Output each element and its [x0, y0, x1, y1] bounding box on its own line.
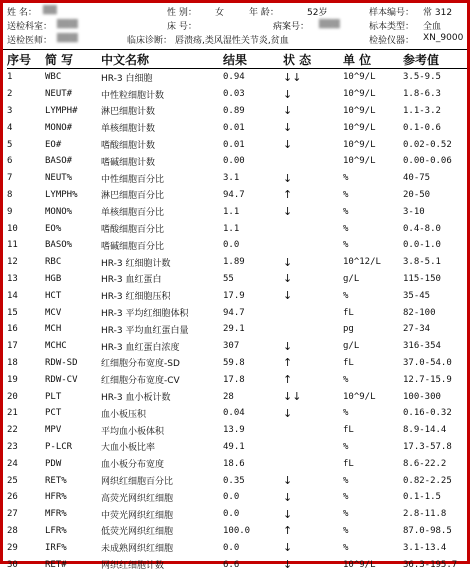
- table-row: [7, 338, 467, 355]
- row-result: 0.94: [223, 72, 245, 83]
- age-value: 52岁: [307, 8, 328, 18]
- row-result: 0.0: [223, 542, 240, 553]
- row-no: 12: [7, 257, 18, 268]
- row-no: 24: [7, 458, 18, 469]
- row-name: 红细胞分布宽度-CV: [101, 376, 180, 387]
- row-abbr: RDW-CV: [45, 374, 78, 385]
- row-name: 嗜碱细胞百分比: [101, 241, 165, 252]
- row-no: 8: [7, 189, 13, 200]
- row-ref: 40-75: [403, 173, 431, 184]
- col-header-abbr: 简 写: [45, 51, 101, 69]
- row-ref: 1.8-6.3: [403, 89, 441, 100]
- row-no: 25: [7, 475, 18, 486]
- row-ref: 1.1-3.2: [403, 105, 441, 116]
- row-abbr: PLT: [45, 391, 62, 402]
- row-name: 网织红细胞计数: [101, 561, 165, 571]
- row-unit: fL: [343, 307, 354, 318]
- age-label: 年 龄：: [249, 8, 279, 18]
- row-flag: ↓↓: [283, 390, 302, 404]
- row-name: 高荧光网织红细胞: [101, 493, 174, 504]
- col-header-result: 结果: [223, 51, 283, 69]
- row-no: 19: [7, 374, 18, 385]
- row-result: 0.00: [223, 156, 245, 167]
- row-flag: ↓: [283, 558, 293, 571]
- row-unit: %: [343, 509, 349, 520]
- table-row: [7, 86, 467, 103]
- row-abbr: HGB: [45, 273, 62, 284]
- row-result: 307: [223, 341, 240, 352]
- row-unit: 10^9/L: [343, 559, 376, 570]
- row-ref: 37.0-54.0: [403, 357, 452, 368]
- row-abbr: MCH: [45, 324, 62, 335]
- row-result: 1.1: [223, 223, 240, 234]
- header-row-2: [7, 19, 469, 33]
- results-table: [7, 51, 467, 573]
- row-no: 22: [7, 425, 18, 436]
- row-no: 30: [7, 559, 18, 570]
- row-unit: 10^9/L: [343, 156, 376, 167]
- row-unit: fL: [343, 357, 354, 368]
- row-flag: [283, 422, 343, 439]
- row-abbr: HFR%: [45, 492, 67, 503]
- row-ref: 0.1-0.6: [403, 122, 441, 133]
- row-unit: %: [343, 441, 349, 452]
- row-result: 94.7: [223, 189, 245, 200]
- header-divider: [3, 49, 467, 50]
- row-ref: 87.0-98.5: [403, 525, 452, 536]
- table-row: [7, 321, 467, 338]
- row-unit: %: [343, 542, 349, 553]
- diagnosis-value: 唇溃疡,类风湿性关节炎,贫血: [175, 36, 289, 46]
- row-name: 血小板分布宽度: [101, 460, 165, 471]
- row-name: HR-3 白细胞: [101, 73, 153, 84]
- row-abbr: MONO%: [45, 206, 73, 217]
- row-result: 6.6: [223, 559, 240, 570]
- report-header: [7, 5, 469, 49]
- row-name: HR-3 平均红细胞体积: [101, 309, 189, 320]
- row-ref: 3.8-5.1: [403, 257, 441, 268]
- table-row: [7, 103, 467, 120]
- row-name: 淋巴细胞计数: [101, 107, 156, 118]
- row-ref: 3.5-9.5: [403, 72, 441, 83]
- row-no: 14: [7, 290, 18, 301]
- row-ref: 35-45: [403, 290, 431, 301]
- table-row: [7, 539, 467, 556]
- col-header-unit: 单 位: [343, 51, 403, 69]
- row-abbr: MCHC: [45, 341, 67, 352]
- row-flag: [283, 220, 343, 237]
- row-result: 55: [223, 273, 234, 284]
- row-unit: pg: [343, 324, 354, 335]
- row-name: 淋巴细胞百分比: [101, 191, 165, 202]
- row-ref: 12.7-15.9: [403, 374, 452, 385]
- table-row: [7, 523, 467, 540]
- row-ref: 27-34: [403, 324, 431, 335]
- row-ref: 8.9-14.4: [403, 425, 447, 436]
- row-flag: [283, 153, 343, 170]
- row-no: 20: [7, 391, 18, 402]
- table-row: [7, 153, 467, 170]
- table-row: [7, 304, 467, 321]
- row-no: 10: [7, 223, 18, 234]
- row-ref: 17.3-57.8: [403, 441, 452, 452]
- row-flag: ↑: [283, 356, 293, 370]
- row-result: 13.9: [223, 425, 245, 436]
- row-no: 1: [7, 72, 13, 83]
- row-flag: ↓: [283, 339, 293, 353]
- name-label: 姓 名：: [7, 8, 37, 18]
- row-name: 未成熟网织红细胞: [101, 544, 174, 555]
- row-unit: %: [343, 408, 349, 419]
- sample-no-value: 常 312: [423, 8, 453, 18]
- row-name: HR-3 血红蛋白: [101, 275, 162, 286]
- row-result: 0.0: [223, 492, 240, 503]
- row-name: 嗜酸细胞计数: [101, 141, 156, 152]
- row-name: 大血小板比率: [101, 443, 156, 454]
- row-unit: %: [343, 173, 349, 184]
- row-ref: 2.8-11.8: [403, 509, 447, 520]
- row-no: 18: [7, 357, 18, 368]
- row-flag: ↓: [283, 255, 293, 269]
- row-name: 中性细胞百分比: [101, 174, 165, 185]
- instrument-label: 检验仪器：: [369, 36, 415, 46]
- row-no: 27: [7, 509, 18, 520]
- col-header-flag: 状 态: [283, 51, 343, 69]
- row-ref: 0.0-1.0: [403, 240, 441, 251]
- row-no: 21: [7, 408, 18, 419]
- row-result: 1.89: [223, 257, 245, 268]
- table-row: [7, 220, 467, 237]
- row-result: 100.0: [223, 525, 251, 536]
- row-flag: [283, 304, 343, 321]
- sex-value: 女: [215, 8, 225, 18]
- row-name: 红细胞分布宽度-SD: [101, 359, 180, 370]
- row-abbr: PCT: [45, 408, 62, 419]
- row-flag: ↓: [283, 87, 293, 101]
- row-name: 网织红细胞百分比: [101, 477, 174, 488]
- table-row: [7, 455, 467, 472]
- row-no: 15: [7, 307, 18, 318]
- table-row: [7, 556, 467, 573]
- table-row: [7, 203, 467, 220]
- row-name: HR-3 血红蛋白浓度: [101, 342, 180, 353]
- row-ref: 0.16-0.32: [403, 408, 452, 419]
- row-name: 中荧光网织红细胞: [101, 510, 174, 521]
- row-abbr: LFR%: [45, 525, 67, 536]
- diagnosis-label: 临床诊断：: [127, 36, 173, 46]
- table-row: [7, 388, 467, 405]
- table-row: [7, 405, 467, 422]
- dept-value: ▇▇▇: [57, 19, 78, 29]
- row-unit: 10^9/L: [343, 72, 376, 83]
- row-flag: ↓: [283, 104, 293, 118]
- row-no: 16: [7, 324, 18, 335]
- row-abbr: RBC: [45, 257, 62, 268]
- row-abbr: HCT: [45, 290, 62, 301]
- row-name: 单核细胞计数: [101, 124, 156, 135]
- row-ref: 36.3-195.7: [403, 559, 458, 570]
- table-row: [7, 170, 467, 187]
- row-result: 3.1: [223, 173, 240, 184]
- row-name: HR-3 血小板计数: [101, 393, 171, 404]
- row-unit: fL: [343, 425, 354, 436]
- row-flag: ↓: [283, 205, 293, 219]
- row-unit: %: [343, 206, 349, 217]
- row-flag: [283, 439, 343, 456]
- row-name: 单核细胞百分比: [101, 208, 165, 219]
- row-ref: 20-50: [403, 189, 431, 200]
- row-result: 0.0: [223, 240, 240, 251]
- row-result: 17.8: [223, 374, 245, 385]
- row-abbr: BASO#: [45, 156, 73, 167]
- row-unit: 10^12/L: [343, 257, 381, 268]
- row-result: 0.35: [223, 475, 245, 486]
- row-name: HR-3 红细胞计数: [101, 258, 171, 269]
- row-no: 5: [7, 139, 13, 150]
- row-unit: %: [343, 290, 349, 301]
- row-name: 平均血小板体积: [101, 426, 165, 437]
- row-flag: [283, 321, 343, 338]
- table-row: [7, 287, 467, 304]
- row-result: 0.04: [223, 408, 245, 419]
- table-row: [7, 254, 467, 271]
- row-abbr: PDW: [45, 458, 62, 469]
- row-ref: 0.82-2.25: [403, 475, 452, 486]
- header-row-3: [7, 33, 469, 47]
- row-abbr: P-LCR: [45, 441, 73, 452]
- record-value: ▇▇▇: [319, 19, 340, 29]
- row-no: 9: [7, 206, 13, 217]
- col-header-ref: 参考值: [403, 51, 467, 69]
- row-no: 2: [7, 89, 13, 100]
- row-abbr: MFR%: [45, 509, 67, 520]
- table-row: [7, 69, 467, 86]
- row-name: 低荧光网织红细胞: [101, 527, 174, 538]
- row-name: 嗜碱细胞计数: [101, 157, 156, 168]
- row-ref: 100-300: [403, 391, 441, 402]
- table-row: [7, 472, 467, 489]
- row-flag: [283, 237, 343, 254]
- bed-label: 床 号：: [167, 22, 197, 32]
- row-no: 23: [7, 441, 18, 452]
- row-result: 0.01: [223, 122, 245, 133]
- row-abbr: MPV: [45, 425, 62, 436]
- row-abbr: BASO%: [45, 240, 73, 251]
- row-result: 17.9: [223, 290, 245, 301]
- row-ref: 316-354: [403, 341, 441, 352]
- row-no: 7: [7, 173, 13, 184]
- row-ref: 115-150: [403, 273, 441, 284]
- row-name: HR-3 平均血红蛋白量: [101, 325, 189, 336]
- row-unit: %: [343, 189, 349, 200]
- row-flag: ↓: [283, 507, 293, 521]
- row-result: 0.03: [223, 89, 245, 100]
- table-row: [7, 422, 467, 439]
- sex-label: 性 别：: [167, 8, 197, 18]
- table-row: [7, 187, 467, 204]
- row-no: 13: [7, 273, 18, 284]
- patient-name: ▇▇: [43, 5, 57, 15]
- row-flag: ↑: [283, 373, 293, 387]
- row-flag: [283, 455, 343, 472]
- row-result: 29.1: [223, 324, 245, 335]
- row-result: 0.01: [223, 139, 245, 150]
- table-row: [7, 136, 467, 153]
- row-unit: g/L: [343, 273, 360, 284]
- row-no: 29: [7, 542, 18, 553]
- sample-no-label: 样本编号：: [369, 8, 415, 18]
- table-row: [7, 355, 467, 372]
- doctor-label: 送检医师：: [7, 36, 53, 46]
- row-abbr: EO#: [45, 139, 62, 150]
- row-result: 0.89: [223, 105, 245, 116]
- record-label: 病案号：: [273, 22, 310, 32]
- row-flag: ↓: [283, 272, 293, 286]
- row-unit: 10^9/L: [343, 139, 376, 150]
- row-result: 28: [223, 391, 234, 402]
- row-flag: ↓: [283, 289, 293, 303]
- row-abbr: EO%: [45, 223, 62, 234]
- row-unit: 10^9/L: [343, 89, 376, 100]
- row-flag: ↓↓: [283, 70, 302, 84]
- row-abbr: MONO#: [45, 122, 73, 133]
- row-ref: 0.1-1.5: [403, 492, 441, 503]
- row-abbr: IRF%: [45, 542, 67, 553]
- table-row: [7, 489, 467, 506]
- row-flag: ↑: [283, 188, 293, 202]
- row-ref: 8.6-22.2: [403, 458, 447, 469]
- row-no: 17: [7, 341, 18, 352]
- row-ref: 0.02-0.52: [403, 139, 452, 150]
- row-unit: %: [343, 374, 349, 385]
- table-row: [7, 506, 467, 523]
- row-no: 28: [7, 525, 18, 536]
- row-abbr: RDW-SD: [45, 357, 78, 368]
- table-row: [7, 237, 467, 254]
- row-abbr: RET%: [45, 475, 67, 486]
- row-unit: 10^9/L: [343, 105, 376, 116]
- row-abbr: NEUT#: [45, 89, 73, 100]
- row-name: 血小板压积: [101, 409, 147, 420]
- col-header-no: 序号: [7, 51, 45, 69]
- row-flag: ↓: [283, 171, 293, 185]
- table-body: [7, 69, 467, 573]
- row-ref: 0.00-0.06: [403, 156, 452, 167]
- row-abbr: RET#: [45, 559, 67, 570]
- row-unit: %: [343, 223, 349, 234]
- row-no: 4: [7, 122, 13, 133]
- row-flag: ↓: [283, 474, 293, 488]
- header-row-1: [7, 5, 469, 19]
- table-row: [7, 371, 467, 388]
- row-unit: fL: [343, 458, 354, 469]
- row-unit: %: [343, 475, 349, 486]
- row-flag: ↓: [283, 541, 293, 555]
- row-flag: ↓: [283, 490, 293, 504]
- row-flag: ↓: [283, 121, 293, 135]
- row-result: 1.1: [223, 206, 240, 217]
- row-no: 3: [7, 105, 13, 116]
- row-name: HR-3 红细胞压积: [101, 292, 171, 303]
- row-unit: %: [343, 240, 349, 251]
- row-no: 6: [7, 156, 13, 167]
- row-result: 94.7: [223, 307, 245, 318]
- row-unit: 10^9/L: [343, 391, 376, 402]
- row-name: 嗜酸细胞百分比: [101, 225, 165, 236]
- row-no: 11: [7, 240, 18, 251]
- row-result: 59.8: [223, 357, 245, 368]
- row-unit: g/L: [343, 341, 360, 352]
- table-row: [7, 271, 467, 288]
- row-ref: 82-100: [403, 307, 436, 318]
- row-unit: 10^9/L: [343, 122, 376, 133]
- row-unit: %: [343, 525, 349, 536]
- row-result: 0.0: [223, 509, 240, 520]
- table-row: [7, 119, 467, 136]
- table-header-row: [7, 51, 467, 69]
- row-result: 18.6: [223, 458, 245, 469]
- row-flag: ↓: [283, 406, 293, 420]
- dept-label: 送检科室：: [7, 22, 53, 32]
- row-abbr: NEUT%: [45, 173, 73, 184]
- row-abbr: WBC: [45, 72, 62, 83]
- specimen-label: 标本类型：: [369, 22, 415, 32]
- row-result: 49.1: [223, 441, 245, 452]
- table-row: [7, 439, 467, 456]
- row-ref: 3-10: [403, 206, 425, 217]
- row-ref: 0.4-8.0: [403, 223, 441, 234]
- instrument-value: XN_9000: [423, 33, 464, 43]
- row-abbr: MCV: [45, 307, 62, 318]
- row-abbr: LYMPH#: [45, 105, 78, 116]
- row-no: 26: [7, 492, 18, 503]
- specimen-value: 全血: [423, 22, 442, 32]
- row-ref: 3.1-13.4: [403, 542, 447, 553]
- row-abbr: LYMPH%: [45, 189, 78, 200]
- row-flag: ↓: [283, 138, 293, 152]
- row-unit: %: [343, 492, 349, 503]
- row-name: 中性粒细胞计数: [101, 90, 165, 101]
- col-header-name: 中文名称: [101, 51, 223, 69]
- row-flag: ↑: [283, 524, 293, 538]
- doctor-value: ▇▇▇: [57, 33, 78, 43]
